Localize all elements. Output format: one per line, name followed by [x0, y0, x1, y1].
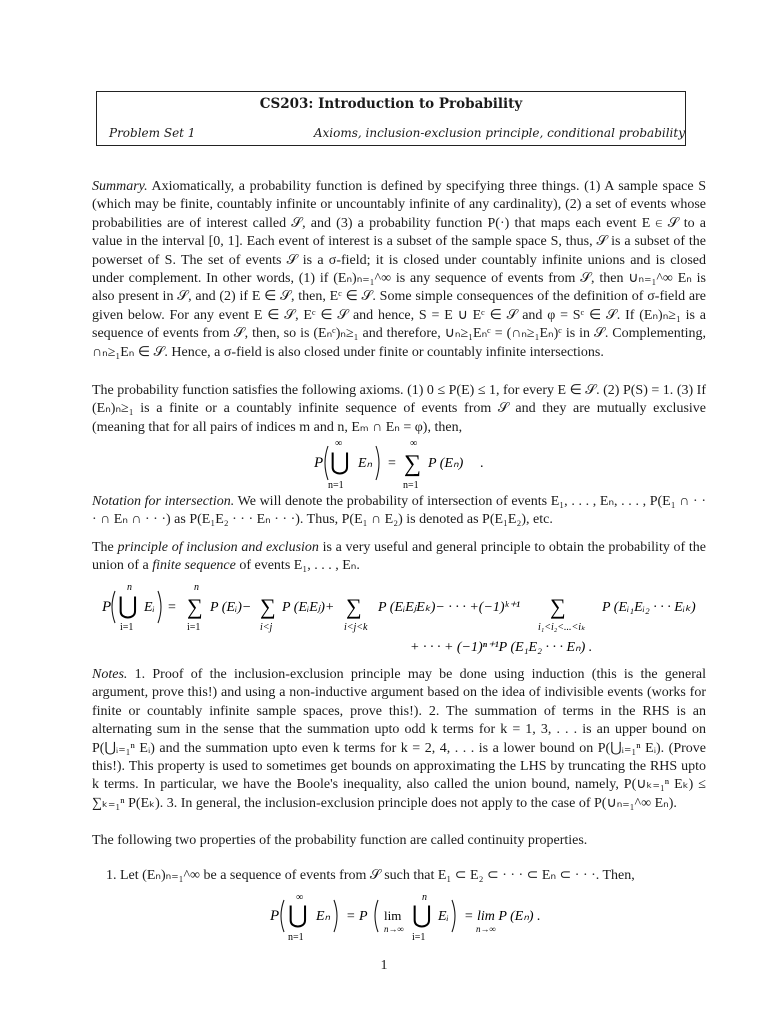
principle-mid: is a very useful and general principle to obtain the probability of the union of a	[92, 540, 706, 574]
eq1-union-sign: ⋃	[330, 450, 350, 476]
eq1-sum-bottom: n=1	[403, 480, 419, 491]
problem-set-header	[96, 91, 686, 146]
principle-paragraph	[92, 539, 706, 576]
eq3-arg2: Eᵢ	[438, 909, 449, 924]
eq2-term4: P (Eᵢ₁Eᵢ₂ · · · Eᵢₖ)	[602, 600, 696, 615]
notation-label: Notation for intersection.	[92, 494, 235, 509]
eq1-end: .	[480, 456, 484, 471]
notes-paragraph	[92, 666, 706, 813]
equation-inclusion-exclusion	[92, 582, 706, 662]
problem-set-label: Problem Set 1	[109, 126, 196, 140]
continuity-text: The following two properties of the probability function are called continuity properties.	[92, 833, 588, 848]
eq3-lim-sub: n→∞	[384, 924, 404, 934]
eq3-union2-sign: ⋃	[412, 903, 432, 929]
principle-term2: finite sequence	[152, 558, 236, 574]
eq3-eq-P: = P	[346, 909, 368, 924]
notes-text: 1. Proof of the inclusion-exclusion principle may be done using induction (this is the general argument, prove this!) and using a non-inductive argument based on the idea of indivisible events (works for finite or countably infinite sample spaces, prove this!). 2. The summation of terms in the RHS is an alternating sum in the sense that the summation upto odd k terms for k = 1, 3, . . . is an upper bound on P(⋃ᵢ₌₁ⁿ Eᵢ) and the summation upto even k terms for k = 2, 4, . . . is a lower bound on P(⋃ᵢ₌₁ⁿ Eᵢ). (Prove this!). This property is used to sometimes get bounds on approximating the LHS by truncating the RHS upto k terms. In particular, we have the Boole's inequality, also called the union bound, namely, P(∪ₖ₌₁ⁿ Eₖ) ≤ ∑ₖ₌₁ⁿ P(Eₖ). 3. In general, the inclusion-exclusion principle does not apply to the case of P(∪ₙ₌₁^∞ Eₙ).	[92, 667, 707, 811]
eq3-union-sign: ⋃	[288, 903, 308, 929]
eq1-arg: Eₙ	[358, 456, 373, 471]
eq2-sum4-sign: ∑	[550, 594, 566, 619]
eq2-term2: P (EᵢEⱼ)+	[282, 600, 335, 615]
summary-label: Summary.	[92, 179, 148, 194]
eq3-lim2-sub: n→∞	[476, 924, 496, 934]
eq2-term3: P (EᵢEⱼEₖ)− · · · +(−1)ᵏ⁺¹	[378, 600, 521, 615]
summary-paragraph	[92, 178, 706, 362]
eq2-sum4-bottom: i₁<i₂<...<iₖ	[538, 622, 586, 633]
axioms-paragraph	[92, 382, 706, 437]
principle-pre: The	[92, 540, 114, 555]
eq1-union-top: ∞	[335, 438, 343, 449]
eq2-sum1-top: n	[194, 582, 199, 593]
eq1-equals: =	[388, 456, 396, 471]
notes-label: Notes.	[92, 667, 128, 682]
eq2-equals: =	[168, 600, 176, 615]
course-title: CS203: Introduction to Probability	[259, 96, 523, 112]
eq3-P: P	[270, 908, 280, 924]
eq3-union2-bottom: i=1	[412, 932, 426, 943]
eq2-union-bottom: i=1	[120, 622, 134, 633]
eq3-union-top: ∞	[296, 892, 304, 903]
eq3-union2-top: n	[422, 892, 427, 903]
notation-paragraph	[92, 493, 706, 530]
continuity-item-1	[106, 867, 706, 885]
eq2-union-sign: ⋃	[118, 594, 138, 620]
item1-number: 1.	[106, 868, 117, 883]
axioms-text: The probability function satisfies the following axioms. (1) 0 ≤ P(E) ≤ 1, for every E ∈ 𝒮. (2) P(S) = 1. (3) If (Eₙ)ₙ≥₁ is a finite or a countably infinite sequence of events from 𝒮 and they are mutually exclusive (meaning that for all pairs of indices m and n, Eₘ ∩ Eₙ = φ), then,	[92, 383, 706, 435]
item1-text: Let (Eₙ)ₙ₌₁^∞ be a sequence of events from 𝒮 such that E₁ ⊂ E₂ ⊂ · · · ⊂ Eₙ ⊂ · · ·. Then,	[120, 868, 635, 883]
eq1-sum-sign: ∑	[404, 451, 422, 477]
equation-countable-additivity	[92, 436, 706, 496]
principle-post: of events E₁, . . . , Eₙ.	[239, 558, 360, 574]
eq2-sum2-bottom: i<j	[260, 622, 273, 633]
topics-label: Axioms, inclusion-exclusion principle, conditional probability	[313, 126, 685, 140]
eq1-union-bottom: n=1	[328, 480, 344, 491]
eq2-sum3-bottom: i<j<k	[344, 622, 368, 633]
principle-term: principle of inclusion and exclusion	[117, 540, 319, 555]
eq2-arg: Eᵢ	[144, 600, 155, 615]
eq2-line2: + · · · + (−1)ⁿ⁺¹P (E₁E₂ · · · Eₙ) .	[410, 640, 593, 655]
eq3-rhs: = lim P (Eₙ) .	[464, 909, 541, 924]
eq3-lim: lim	[384, 908, 402, 923]
eq2-sum3-sign: ∑	[346, 594, 362, 619]
eq3-arg: Eₙ	[316, 909, 331, 924]
page-number: 1	[380, 958, 388, 973]
eq2-union-top: n	[127, 582, 132, 593]
eq2-sum1-sign: ∑	[187, 594, 203, 619]
eq2-P: P	[102, 599, 112, 615]
equation-continuity-increasing	[92, 890, 706, 950]
eq3-union-bottom: n=1	[288, 932, 304, 943]
eq2-sum1-bottom: i=1	[187, 622, 201, 633]
eq2-sum2-sign: ∑	[260, 594, 276, 619]
eq1-rhs: P (Eₙ)	[428, 456, 464, 471]
summary-text: Axiomatically, a probability function is defined by specifying three things. (1) A sample space S (which may be finite, countably infinite or uncountably infinite of any cardinality), (2) a set of events whose probabilities are of interest called 𝒮, and (3) a probability function P(·) that maps each event E ∈ 𝒮 to a value in the interval [0, 1]. Each event of interest is a subset of the sample space S, thus, 𝒮 is a subset of the powerset of S. The set of events 𝒮 is a σ-field; it is closed under countably infinite unions and is closed under complement. In other words, (1) if (Eₙ)ₙ₌₁^∞ is any sequence of events from 𝒮, then ∪ₙ₌₁^∞ Eₙ is also present in 𝒮, and (2) if E ∈ 𝒮, then, Eᶜ ∈ 𝒮. Some simple consequences of the definition of σ-field are given below. For any event E ∈ 𝒮, Eᶜ ∈ 𝒮 and hence, S = E ∪ Eᶜ ∈ 𝒮 and φ = Sᶜ ∈ 𝒮. If (Eₙ)ₙ≥₁ is a sequence of events from 𝒮, then, so is (Eₙᶜ)ₙ≥₁ and therefore, ∪ₙ≥₁Eₙᶜ = (∩ₙ≥₁Eₙ)ᶜ is in 𝒮. Complementing, ∩ₙ≥₁Eₙ ∈ 𝒮. Hence, a σ-field is also closed under finite or countably infinite intersections.	[92, 179, 706, 360]
continuity-paragraph	[92, 832, 706, 850]
notation-text: We will denote the probability of intersection of events E₁, . . . , Eₙ, . . . , P(E₁ ∩ · · · ∩ Eₙ ∩ · · ·) as P(E₁E₂ · · · Eₙ · · ·). Thus, P(E₁ ∩ E₂) is denoted as P(E₁E₂), etc.	[92, 494, 706, 528]
eq1-sum-top: ∞	[410, 438, 418, 449]
eq2-term1: P (Eᵢ)−	[210, 600, 252, 615]
eq1-P: P	[314, 455, 324, 471]
